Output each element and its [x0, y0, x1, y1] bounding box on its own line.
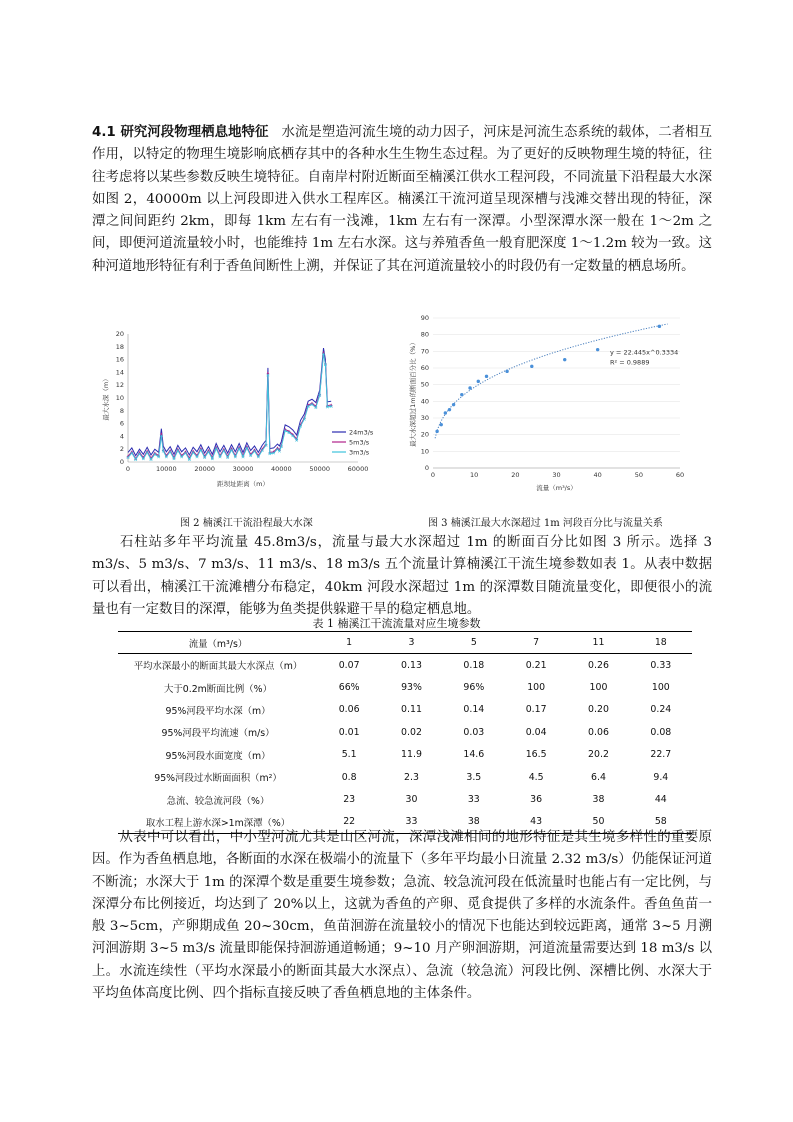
table-cell: 93% [401, 682, 422, 694]
x-tick-label: 40000 [270, 465, 292, 473]
y-tick-label: 14 [115, 368, 124, 377]
legend-label: 24m3/s [349, 428, 374, 437]
table-cell: 0.17 [525, 704, 547, 716]
table-cell: 66% [338, 682, 360, 694]
table-row [118, 788, 692, 810]
table-cell: 0.06 [338, 704, 360, 716]
x-tick-label: 0 [125, 465, 131, 473]
table-header-flow: 3 [408, 637, 415, 648]
legend-label: 5m3/s [349, 438, 370, 447]
y-axis-label: 最大水深（m） [102, 375, 110, 421]
x-tick-label: 10 [470, 471, 479, 479]
y-tick-label: 4 [119, 432, 124, 441]
figure-3-flow-percentage-chart [405, 310, 695, 495]
table-cell: 100 [651, 682, 670, 694]
x-axis-label: 流量（m³/s） [536, 484, 577, 492]
legend-label: 3m3/s [349, 448, 370, 457]
table-cell: 5.1 [341, 749, 357, 761]
table-cell: 22.7 [650, 749, 672, 761]
table-cell: 33 [405, 816, 418, 828]
table-cell: 0.18 [463, 659, 485, 671]
table-cell: 9.4 [653, 771, 669, 783]
scatter-point [448, 408, 451, 411]
y-tick-label: 70 [420, 347, 429, 356]
x-tick-label: 20000 [194, 465, 216, 473]
x-axis-label: 距坝址距离（m） [217, 480, 269, 488]
table-header-flow: 11 [592, 637, 605, 648]
table-cell: 0.06 [588, 726, 609, 738]
y-tick-label: 30 [420, 414, 429, 422]
trendline-equation: y = 22.445x^0.3334 [610, 348, 679, 357]
table-row [118, 766, 692, 788]
y-tick-label: 60 [420, 364, 429, 372]
y-tick-label: 8 [119, 406, 124, 415]
table-cell: 22 [343, 816, 356, 828]
table-cell: 30 [405, 794, 418, 806]
table-cell: 38 [467, 816, 480, 828]
table-row [118, 721, 692, 743]
series-line-0 [128, 348, 331, 456]
y-tick-label: 0 [424, 464, 429, 472]
table-cell: 0.03 [463, 726, 485, 738]
y-tick-label: 10 [420, 447, 429, 456]
paragraph-flow-analysis [92, 532, 712, 621]
table-header-label: 流量（m³/s） [188, 638, 248, 650]
trendline [435, 324, 667, 438]
scatter-point [563, 358, 566, 361]
table-cell: 4.5 [528, 771, 544, 783]
figure-2-caption: 图 2 楠溪江干流沿程最大水深 [180, 518, 313, 529]
x-tick-label: 20 [511, 471, 520, 479]
scatter-point [440, 423, 443, 426]
y-tick-label: 12 [115, 381, 124, 390]
table-cell: 43 [530, 816, 543, 828]
table-row-label: 95%河段过水断面面积（m²） [154, 773, 282, 785]
table-row [118, 676, 692, 698]
scatter-point [530, 365, 533, 368]
table-row-label: 平均水深最小的断面其最大水深点（m） [133, 661, 303, 673]
table-cell: 0.02 [401, 726, 422, 738]
paragraph-3-text: 从表中可以看出，中小型河流尤其是山区河流，深潭浅滩相间的地形特征是其生境多样性的重要原因。作为香鱼栖息地，各断面的水深在极端小的流量下（多年平均最小日流量 2.32 m3/s）仍能保证河道不断流；水深大于 1m 的深潭个数是重要生境参数；急流、较急流河段在低流量时也能占有一定比例，与深潭分布比例接近，均达到了 20%以上，这就为香鱼的产卵、觅食提供了多样的水流条件。香鱼鱼苗一般 3~5cm，产卵期成鱼 20~30cm，鱼苗洄游在流量较小的情况下也能达到较远距离，通常 3~5 月溯河洄游期 3~5 m3/s 流量即能保持洄游通道畅通；9~10 月产卵洄游期，河道流量需要达到 18 m3/s 以上。水流连续性（平均水深最小的断面其最大水深点）、急流（较急流）河段比例、深槽比例、水深大于平均鱼体高度比例、四个指标直接反映了香鱼栖息地的主体条件。 [92, 830, 712, 1002]
scatter-point [505, 370, 508, 373]
table-cell: 0.07 [338, 659, 360, 671]
y-tick-label: 40 [420, 397, 429, 406]
y-tick-label: 18 [115, 342, 124, 351]
scatter-point [658, 325, 661, 328]
table-row-label: 95%河段平均流速（m/s） [161, 728, 275, 740]
table-cell: 14.6 [463, 749, 485, 761]
table-body [118, 654, 692, 834]
y-tick-label: 20 [420, 430, 429, 439]
table-row-label: 95%河段水面宽度（m） [165, 750, 271, 762]
paragraph-habitat-features [92, 122, 712, 278]
y-tick-label: 50 [420, 380, 429, 389]
scatter-point [477, 380, 480, 383]
paragraph-2-text: 石柱站多年平均流量 45.8m3/s，流量与最大水深超过 1m 的断面百分比如图 3 所示。选择 3 m3/s、5 m3/s、7 m3/s、11 m3/s、18 m3/s 五个流量计算楠溪江干流生境参数如表 1。从表中数据可以看出，楠溪江干流滩槽分布稳定，40km 河段水深超过 1m 的深潭数目随流量变化，即便很小的流量也有一定数目的深潭，能够为鱼类提供躲避干旱的稳定栖息地。 [92, 535, 712, 617]
scatter-point [435, 430, 438, 433]
x-tick-label: 0 [430, 471, 436, 479]
y-tick-label: 20 [115, 330, 124, 338]
table-cell: 11.9 [401, 749, 422, 761]
table-row-label: 取水工程上游水深>1m深潭（%） [145, 817, 291, 829]
x-tick-label: 30 [552, 471, 561, 479]
table-cell: 23 [343, 794, 356, 806]
habitat-parameters-table [118, 631, 692, 834]
series-line-1 [128, 353, 331, 459]
y-tick-label: 0 [119, 458, 124, 466]
table-cell: 20.2 [588, 749, 609, 761]
series-line-2 [128, 354, 331, 460]
table-cell: 0.01 [338, 726, 360, 738]
y-tick-label: 2 [119, 445, 124, 454]
trendline-r2: R² = 0.9889 [610, 358, 650, 367]
y-axis-label: 最大水深超过1m的断面百分比（%） [409, 339, 417, 447]
table-cell: 0.20 [588, 704, 609, 716]
table-row [118, 699, 692, 721]
table-cell: 33 [467, 794, 480, 806]
table-cell: 0.14 [463, 704, 485, 716]
x-tick-label: 50 [634, 471, 643, 479]
table-cell: 100 [589, 682, 608, 694]
y-tick-label: 90 [420, 314, 429, 322]
scatter-point [452, 403, 455, 406]
table-cell: 50 [592, 816, 605, 828]
table-row-label: 急流、较急流河段（%） [166, 795, 270, 807]
table-cell: 0.26 [588, 659, 609, 671]
figure-3-caption: 图 3 楠溪江最大水深超过 1m 河段百分比与流量关系 [428, 518, 663, 529]
table-cell: 0.13 [401, 659, 422, 671]
table-cell: 3.5 [466, 771, 482, 783]
table-cell: 0.21 [525, 659, 547, 671]
y-tick-label: 80 [420, 330, 429, 339]
scatter-point [485, 375, 488, 378]
scatter-point [444, 411, 447, 414]
table-row [118, 654, 692, 677]
scatter-point [460, 393, 463, 396]
paragraph-conclusion [92, 827, 712, 1005]
x-tick-label: 60 [675, 471, 685, 479]
table-cell: 58 [654, 816, 667, 828]
table-header-flow: 18 [654, 637, 667, 648]
x-tick-label: 60000 [347, 465, 369, 473]
figure-2-max-depth-chart [100, 322, 390, 497]
table-cell: 44 [654, 794, 667, 806]
table-row [118, 744, 692, 766]
table-header-flow: 1 [346, 637, 353, 648]
table-cell: 16.5 [525, 749, 547, 761]
table-cell: 0.24 [650, 704, 672, 716]
table-header-row [118, 632, 692, 654]
y-tick-label: 10 [115, 394, 124, 402]
table-cell: 0.08 [650, 726, 672, 738]
table-row-label: 95%河段平均水深（m） [165, 705, 271, 717]
x-tick-label: 40 [593, 471, 602, 479]
scatter-point [468, 386, 471, 389]
table-cell: 6.4 [591, 771, 606, 783]
scatter-point [596, 348, 599, 351]
table-cell: 2.3 [404, 771, 419, 783]
y-tick-label: 16 [115, 355, 124, 364]
table-1-title: 表 1 楠溪江干流流量对应生境参数 [312, 617, 481, 630]
paragraph-1-text: 水流是塑造河流生境的动力因子，河床是河流生态系统的载体，二者相互作用，以特定的物理生境影响底栖存其中的各种水生生物生态过程。为了更好的反映物理生境的特征，往往考虑将以某些参数反映生境特征。自南岸村附近断面至楠溪江供水工程河段，不同流量下沿程最大水深如图 2，40000m 以上河段即进入供水工程库区。楠溪江干流河道呈现深槽与浅滩交替出现的特征，深潭之间间距约 2km，即每 1km 左右有一浅滩，1km 左右有一深潭。小型深潭水深一般在 1～2m 之间，即便河道流量较小时，也能维持 1m 左右水深。这与养殖香鱼一般育肥深度 1～1.2m 较为一致。这种河道地形特征有利于香鱼间断性上溯，并保证了其在河道流量较小的时段仍有一定数量的栖息场所。 [92, 125, 712, 274]
table-cell: 0.8 [341, 771, 357, 783]
table-header-flow: 7 [533, 637, 540, 648]
table-cell: 96% [463, 682, 485, 694]
section-heading: 4.1 研究河段物理栖息地特征 [92, 125, 269, 140]
x-tick-label: 30000 [232, 465, 254, 473]
x-tick-label: 50000 [309, 465, 331, 473]
table-cell: 36 [530, 794, 543, 806]
table-cell: 0.11 [401, 704, 422, 716]
table-cell: 100 [527, 682, 546, 694]
table-cell: 0.04 [525, 726, 547, 738]
table-cell: 38 [592, 794, 605, 806]
table-header-flow: 5 [470, 637, 477, 648]
table-row-label: 大于0.2m断面比例（%） [164, 683, 272, 695]
table-cell: 0.33 [650, 659, 672, 671]
y-tick-label: 6 [119, 419, 124, 428]
x-tick-label: 10000 [155, 465, 177, 473]
